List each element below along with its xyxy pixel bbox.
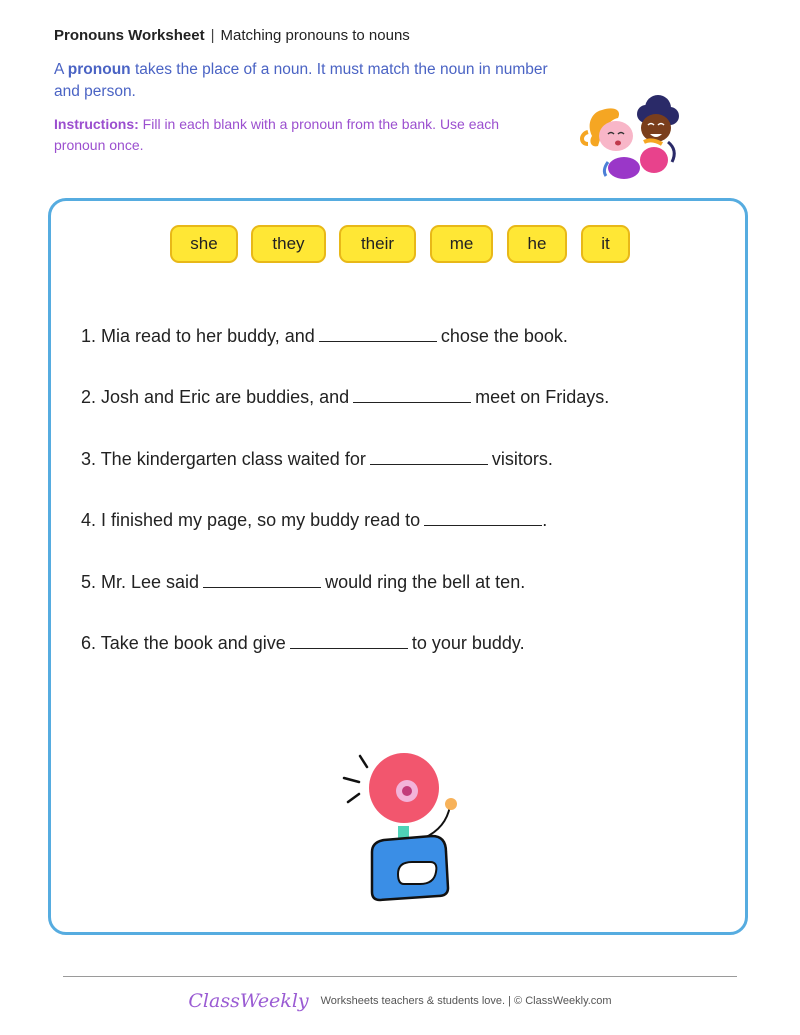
two-children-hugging-illustration bbox=[578, 92, 693, 184]
question-text: meet on Fridays. bbox=[475, 387, 610, 407]
header-separator: | bbox=[210, 27, 215, 44]
answer-blank[interactable] bbox=[370, 450, 488, 465]
answer-blank[interactable] bbox=[319, 327, 437, 342]
page-footer bbox=[0, 986, 800, 1016]
question-text: . bbox=[542, 510, 548, 530]
instructions bbox=[54, 114, 534, 156]
footer-text: Worksheets teachers & students love. | © ClassWeekly.com bbox=[320, 995, 612, 1007]
intro-rest: takes the place of a noun. It must match the noun in number and person. bbox=[54, 61, 548, 100]
question-5 bbox=[81, 572, 525, 593]
footer-divider bbox=[63, 976, 737, 977]
answer-blank[interactable] bbox=[290, 634, 408, 649]
word-chip: she bbox=[170, 225, 238, 263]
question-text: 1. Mia read to her buddy, and bbox=[81, 326, 315, 346]
answer-blank[interactable] bbox=[353, 388, 471, 403]
intro-prefix: A bbox=[54, 61, 68, 78]
answer-blank[interactable] bbox=[203, 573, 321, 588]
question-text: 5. Mr. Lee said bbox=[81, 572, 200, 592]
question-2 bbox=[81, 387, 609, 408]
word-chip: their bbox=[339, 225, 416, 263]
worksheet-subtitle: Matching pronouns to nouns bbox=[220, 27, 410, 44]
word-chip: it bbox=[581, 225, 630, 263]
answer-blank[interactable] bbox=[424, 511, 542, 526]
instructions-text: Fill in each blank with a pronoun from the bank. Use each pronoun once. bbox=[54, 116, 500, 153]
worksheet-title: Pronouns Worksheet bbox=[54, 27, 205, 44]
question-text: 2. Josh and Eric are buddies, and bbox=[81, 387, 350, 407]
worksheet-header bbox=[54, 27, 410, 44]
instructions-label: Instructions: bbox=[54, 116, 139, 132]
question-text: would ring the bell at ten. bbox=[325, 572, 526, 592]
question-text: 4. I finished my page, so my buddy read to bbox=[81, 510, 421, 530]
school-bell-illustration bbox=[338, 748, 463, 903]
question-4 bbox=[81, 510, 547, 531]
intro-keyword: pronoun bbox=[67, 61, 131, 78]
word-chip: he bbox=[507, 225, 567, 263]
question-text: visitors. bbox=[491, 449, 553, 469]
brand-logo: ClassWeekly bbox=[188, 990, 309, 1012]
intro-definition bbox=[54, 59, 554, 103]
word-chip: me bbox=[430, 225, 493, 263]
question-text: 3. The kindergarten class waited for bbox=[81, 449, 366, 469]
question-1 bbox=[81, 326, 568, 347]
question-text: chose the book. bbox=[440, 326, 568, 346]
question-text: 6. Take the book and give bbox=[81, 633, 286, 653]
question-6 bbox=[81, 633, 525, 654]
word-chip: they bbox=[251, 225, 326, 263]
question-text: to your buddy. bbox=[411, 633, 525, 653]
question-3 bbox=[81, 449, 553, 470]
